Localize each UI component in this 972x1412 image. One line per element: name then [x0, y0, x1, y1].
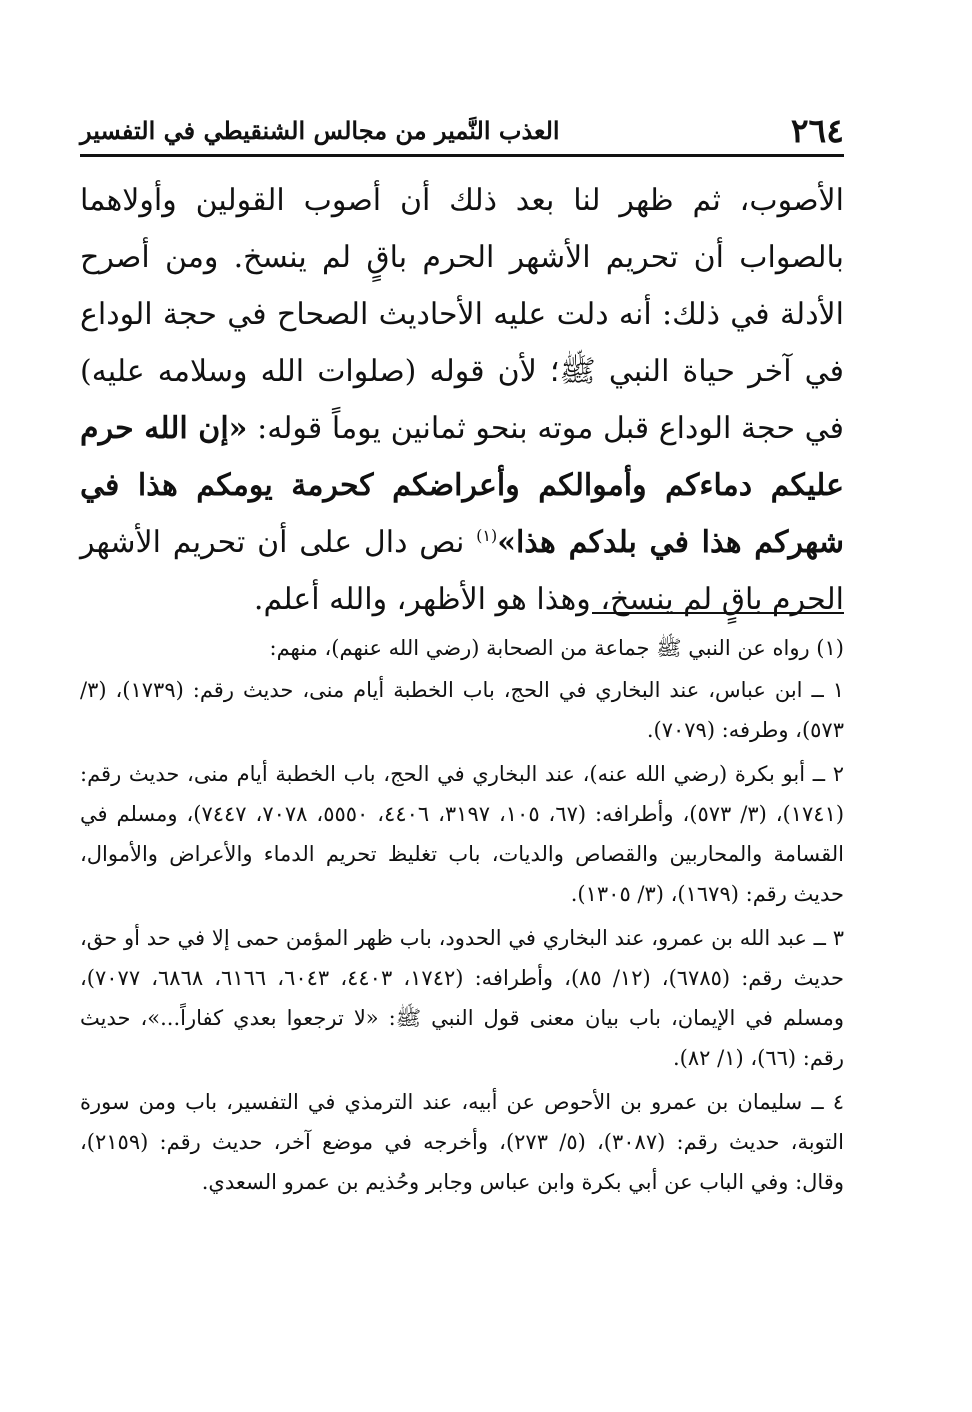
- book-title: العذب النَّمير من مجالس الشنقيطي في التفسير: [80, 115, 560, 145]
- footnote-item-2: ٢ ــ أبو بكرة (رضي الله عنه)، عند البخاري في الحج، باب الخطبة أيام منى، حديث رقم: (١٧٤١)، (٣/ ٥٧٣)، وأطرافه: (٦٧، ١٠٥، ٣١٩٧، ٤٤٠٦، ٥٥٥٠، ٧٠٧٨، ٧٤٤٧)، ومسلم في القسامة والمحاربين والقصاص والديات، باب تغليظ تحريم الدماء والأعراض والأموال، حديث رقم: (١٦٧٩)، (٣/ ١٣٠٥).: [80, 762, 845, 906]
- footnote-divider: [592, 612, 844, 614]
- body-text-part-2: نص دال على أن تحريم الأشهر الحرم باقٍ لم ينسخ، وهذا هو الأظهر، والله أعلم.: [80, 525, 844, 617]
- header-divider: [80, 154, 844, 157]
- body-text-part-1: الأصوب، ثم ظهر لنا بعد ذلك أن أصوب القولين وأولاهما بالصواب أن تحريم الأشهر الحرم باقٍ لم ينسخ. ومن أصرح الأدلة في ذلك: أنه دلت عليه الأحاديث الصحاح في حجة الوداع في آخر حياة النبي ﷺ؛ لأن قوله (صلوات الله وسلامه عليه) في حجة الوداع قبل موته بنحو ثمانين يوماً قوله:: [80, 183, 845, 446]
- footnote-item-4: ٤ ــ سليمان بن عمرو بن الأحوص عن أبيه، عند الترمذي في التفسير، باب ومن سورة التوبة، حديث رقم: (٣٠٨٧)، (٥/ ٢٧٣)، وأخرجه في موضع آخر، حديث رقم: (٢١٥٩)، وقال: وفي الباب عن أبي بكرة وابن عباس وجابر وحُذيم بن عمرو السعدي.: [80, 1090, 844, 1194]
- body-paragraph: [80, 172, 844, 628]
- hadith-quote: «إن الله حرم عليكم دماءكم وأموالكم وأعراضكم كحرمة يومكم هذا في شهركم هذا في بلدكم هذا»: [80, 411, 844, 560]
- footnote-item-1: ١ ــ ابن عباس، عند البخاري في الحج، باب الخطبة أيام منى، حديث رقم: (١٧٣٩)، (٣/ ٥٧٣)، وطرفه: (٧٠٧٩).: [80, 678, 844, 742]
- footnote-item-3: ٣ ــ عبد الله بن عمرو، عند البخاري في الحدود، باب ظهر المؤمن حمى إلا في حد أو حق، حديث رقم: (٦٧٨٥)، (١٢/ ٨٥)، وأطرافه: (١٧٤٢، ٤٤٠٣، ٦٠٤٣، ٦١٦٦، ٦٨٦٨، ٧٠٧٧)، ومسلم في الإيمان، باب بيان معنى قول النبي ﷺ: «لا ترجعوا بعدي كفاراً...»، حديث رقم: (٦٦)، (١/ ٨٢).: [80, 926, 845, 1070]
- page-header: [80, 108, 844, 152]
- footnote-intro: (١) رواه عن النبي ﷺ جماعة من الصحابة (رضي الله عنهم)، منهم:: [269, 636, 844, 660]
- footnotes: [80, 628, 844, 1206]
- footnote-marker: (١): [476, 526, 498, 545]
- page-number: ٢٦٤: [790, 110, 844, 150]
